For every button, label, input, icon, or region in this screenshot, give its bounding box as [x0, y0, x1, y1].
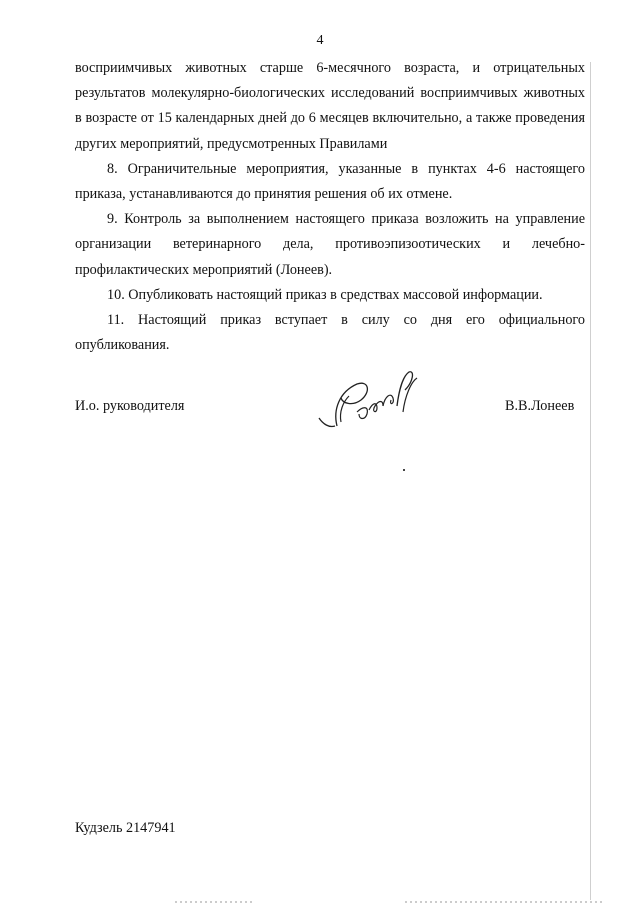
- footer-author: Кудзель 2147941: [75, 820, 176, 836]
- handwritten-signature: [313, 366, 423, 434]
- signer-name: В.В.Лонеев: [505, 398, 575, 414]
- page-bottom-edge-marks: [175, 900, 605, 903]
- signer-position: И.о. руководителя: [75, 398, 185, 414]
- body-text: [75, 56, 585, 358]
- paragraph-10: 10. Опубликовать настоящий приказ в средствах массовой информации.: [107, 286, 543, 303]
- stray-dot: [403, 469, 405, 471]
- paragraph-9: 9. Контроль за выполнением настоящего приказа возложить на управление организации ветеринарного дела, противоэпизоотических и лечебно-профилактических мероприятий (Лонеев).: [75, 211, 585, 278]
- paragraph-11: 11. Настоящий приказ вступает в силу со дня его официального опубликования.: [75, 312, 585, 354]
- paragraph-8: 8. Ограничительные мероприятия, указанные в пунктах 4-6 настоящего приказа, устанавливаются до принятия решения об их отмене.: [75, 160, 585, 203]
- page-number: 4: [316, 33, 324, 48]
- paragraph-continuation: восприимчивых животных старше 6-месячного возраста, и отрицательных результатов молекулярно-биологических исследований восприимчивых животных в возрасте от 15 календарных дней до 6 месяцев включительно, а также проведения других мероприятий, предусмотренных Правилами: [75, 60, 585, 152]
- page-edge-line: [590, 62, 591, 900]
